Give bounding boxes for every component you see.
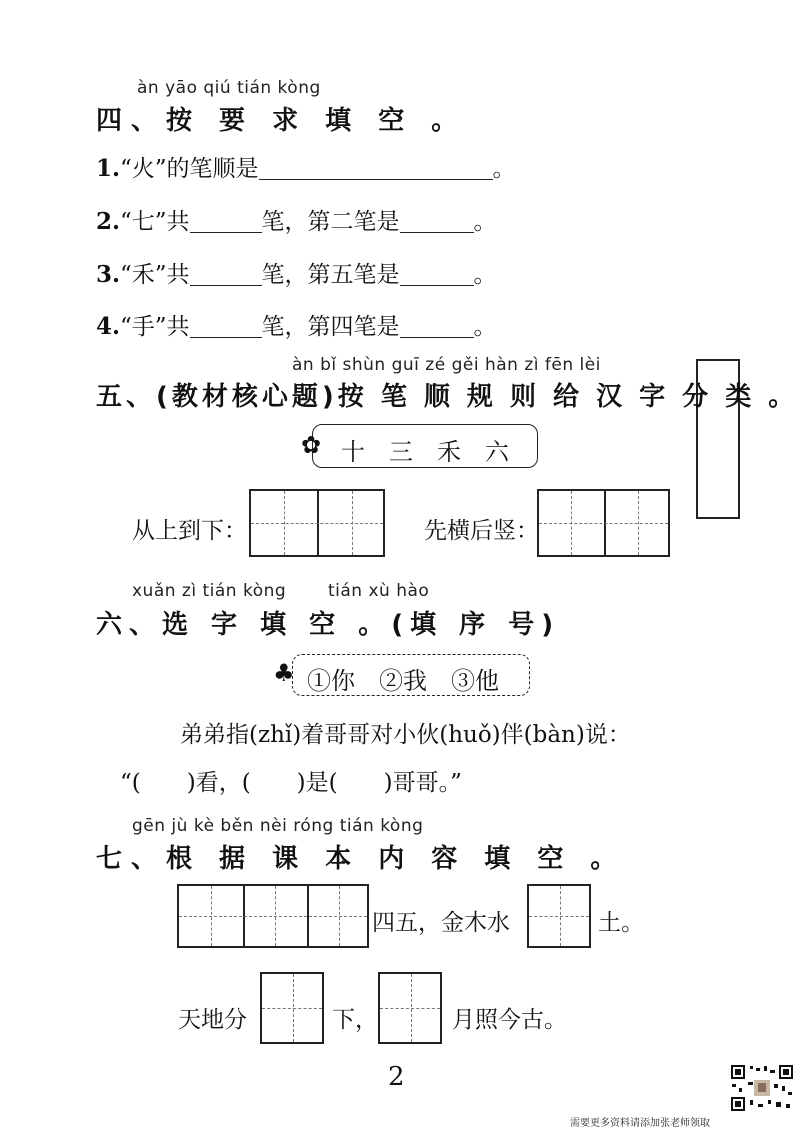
answer-blank[interactable] (400, 315, 474, 338)
tianzige-box-line1[interactable] (527, 884, 591, 948)
tianzige-box-line2-b[interactable] (378, 972, 442, 1044)
question-end: 。 (473, 262, 497, 288)
answer-blank[interactable] (190, 263, 262, 286)
question-number: 3. (96, 261, 121, 288)
question-number: 1. (96, 155, 121, 182)
section6-title: 六、选 字 填 空 。(填 序 号) (96, 610, 561, 640)
question-end: 。 (473, 209, 497, 235)
word-bank-text: 十 三 禾 六 (341, 438, 509, 466)
question-4 (96, 308, 497, 341)
line2-mid: 下， (332, 1007, 378, 1033)
question-text: “七”共 (120, 209, 190, 235)
flower-icon: ✿ (301, 431, 322, 459)
section5-pinyin: àn bǐ shùn guī zé gěi hàn zì fēn lèi (292, 355, 601, 375)
answer-blank[interactable] (400, 263, 474, 286)
tianzige-grid-right[interactable] (537, 489, 670, 557)
question-end: 。 (473, 314, 497, 340)
section7-pinyin: gēn jù kè běn nèi róng tián kòng (132, 816, 424, 836)
question-text: “火”的笔顺是 (120, 156, 259, 182)
line1-text: 四五，金木水 (372, 910, 510, 936)
options-text: ①你 ②我 ③他 (307, 667, 499, 695)
question-text-b: 笔，第四笔是 (261, 314, 400, 340)
story-sentence: 弟弟指(zhǐ)着哥哥对小伙(huǒ)伴(bàn)说： (180, 722, 631, 748)
answer-blank[interactable] (259, 157, 493, 180)
options-box (273, 654, 530, 696)
label-horizontal-then-vertical: 先横后竖： (424, 518, 539, 544)
section6-pinyin-left: xuǎn zì tián kòng (132, 581, 287, 601)
question-text-b: 笔，第二笔是 (261, 209, 400, 235)
line2-start: 天地分 (178, 1007, 247, 1033)
question-text: “禾”共 (120, 262, 190, 288)
qr-code-icon (730, 1064, 794, 1112)
question-number: 4. (96, 313, 121, 340)
tianzige-grid-left[interactable] (249, 489, 385, 557)
line1-end: 土。 (598, 910, 644, 936)
answer-blank[interactable] (190, 210, 262, 233)
tianzige-grid-three[interactable] (177, 884, 369, 948)
page-number: 2 (388, 1062, 405, 1092)
answer-blank[interactable] (190, 315, 262, 338)
question-1 (96, 150, 516, 183)
section5-title: 五、(教材核心题)按 笔 顺 规 则 给 汉 字 分 类 。 (96, 382, 799, 412)
tianzige-box-line2-a[interactable] (260, 972, 324, 1044)
question-text-b: 笔，第五笔是 (261, 262, 400, 288)
answer-blank[interactable] (400, 210, 474, 233)
question-number: 2. (96, 208, 121, 235)
clover-icon: ♣ (273, 659, 295, 687)
line2-end: 月照今古。 (452, 1007, 567, 1033)
fill-in-line: “( )看，( )是( )哥哥。” (120, 770, 462, 796)
label-top-to-bottom: 从上到下： (132, 518, 247, 544)
footer-promo-text: 需要更多资料请添加张老师领取 (570, 1118, 710, 1129)
section6-pinyin-right: tián xù hào (328, 581, 430, 601)
question-end: 。 (492, 156, 516, 182)
section4-title: 四、按 要 求 填 空 。 (96, 106, 467, 136)
word-bank-box (301, 424, 538, 468)
section7-title: 七、根 据 课 本 内 容 填 空 。 (96, 844, 626, 874)
section4-pinyin: àn yāo qiú tián kòng (137, 78, 321, 98)
question-text: “手”共 (120, 314, 190, 340)
question-3 (96, 256, 497, 289)
question-2 (96, 203, 497, 236)
